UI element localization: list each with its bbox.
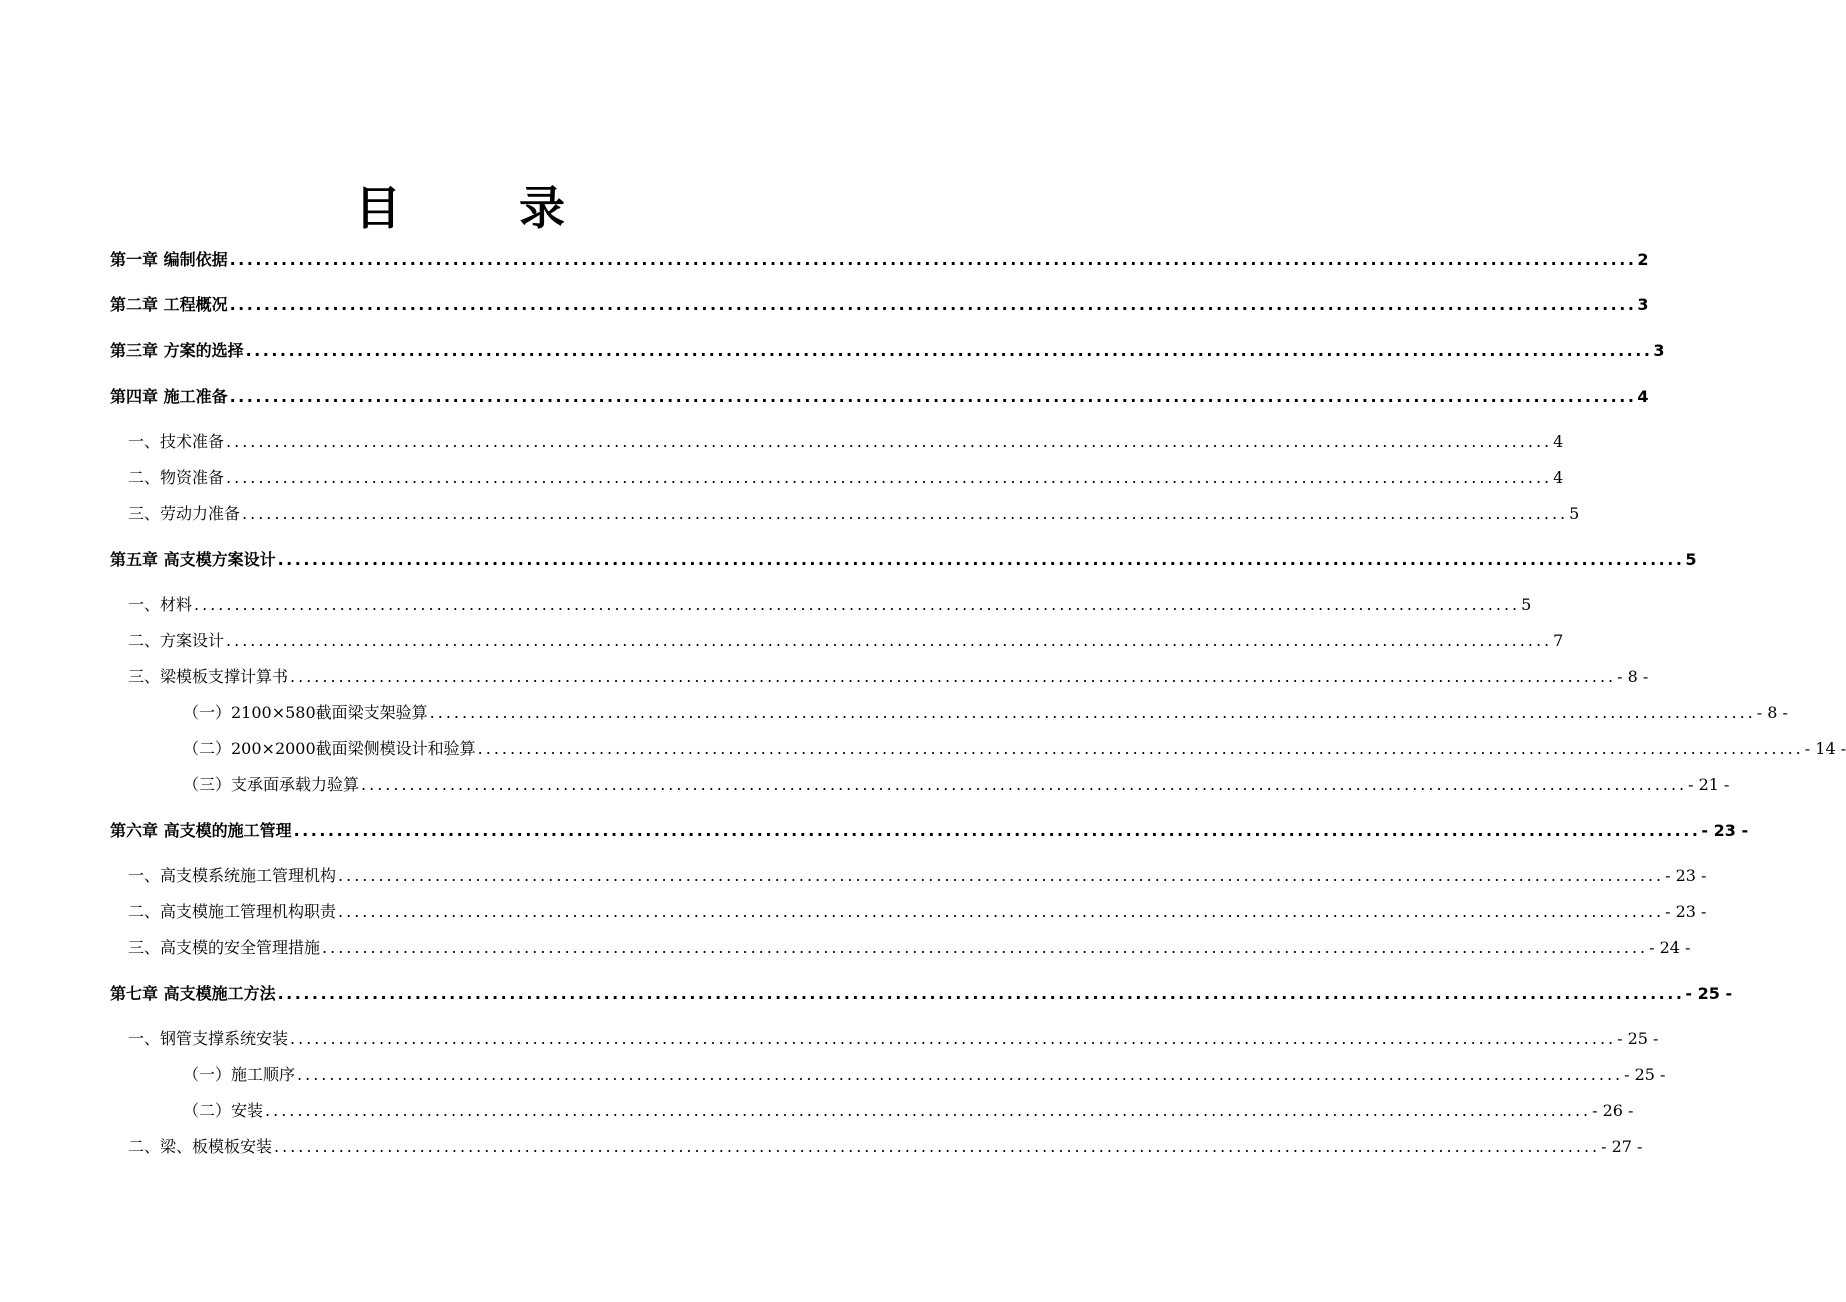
toc-entry-section[interactable] <box>128 1135 1643 1159</box>
toc-entry-page: - 25 - <box>1685 984 1733 1003</box>
toc-leader: .................................................................................................................................................................... <box>226 631 1553 650</box>
toc-entry-label: （三）支承面承载力验算 <box>183 775 360 794</box>
toc-leader: .................................................................................................................................................................... <box>290 667 1617 686</box>
toc-leader: .................................................................................................................................................................... <box>293 821 1701 840</box>
toc-title-left: 目 <box>355 181 401 235</box>
toc-leader: .................................................................................................................................................................... <box>361 775 1688 794</box>
toc-entry-chapter-2[interactable] <box>110 293 1649 317</box>
toc-leader: .................................................................................................................................................................... <box>429 703 1756 722</box>
toc-entry-subsection[interactable] <box>183 701 1788 725</box>
toc-leader: .................................................................................................................................................................... <box>322 938 1649 957</box>
toc-entry-label: 二、梁、板模板安装 <box>128 1137 273 1156</box>
toc-entry-label: （一）2100×580截面梁支架验算 <box>183 703 428 722</box>
toc-entry-page: - 14 - <box>1804 739 1846 758</box>
toc-entry-chapter-4[interactable] <box>110 385 1649 409</box>
toc-leader: .................................................................................................................................................................... <box>194 595 1521 614</box>
toc-leader: .................................................................................................................................................................... <box>226 468 1553 487</box>
toc-leader: .................................................................................................................................................................... <box>242 504 1569 523</box>
toc-entry-section[interactable] <box>128 864 1707 888</box>
toc-entry-label: （二）200×2000截面梁侧模设计和验算 <box>183 739 476 758</box>
toc-entry-label: 第四章 施工准备 <box>110 387 228 406</box>
toc-entry-label: 一、材料 <box>128 595 193 614</box>
toc-leader: .................................................................................................................................................................... <box>245 341 1653 360</box>
toc-entry-section[interactable] <box>128 466 1564 490</box>
toc-entry-section[interactable] <box>128 593 1532 617</box>
toc-entry-page: - 24 - <box>1649 938 1691 957</box>
toc-entry-page: - 25 - <box>1617 1029 1659 1048</box>
toc-entry-page: - 8 - <box>1756 703 1788 722</box>
toc-entry-label: （一）施工顺序 <box>183 1065 296 1084</box>
toc-entry-section[interactable] <box>128 502 1580 526</box>
toc-entry-label: 第一章 编制依据 <box>110 250 228 269</box>
toc-entry-section[interactable] <box>128 1027 1659 1051</box>
toc-entry-section[interactable] <box>128 430 1564 454</box>
toc-entry-chapter-7[interactable] <box>110 982 1733 1006</box>
toc-entry-page: - 23 - <box>1665 866 1707 885</box>
toc-entry-label: 二、方案设计 <box>128 631 225 650</box>
toc-leader: .................................................................................................................................................................... <box>277 550 1685 569</box>
toc-entry-subsection[interactable] <box>183 1063 1666 1087</box>
toc-leader: .................................................................................................................................................................... <box>297 1065 1624 1084</box>
toc-entry-label: 三、梁模板支撑计算书 <box>128 667 289 686</box>
toc-entry-label: 第七章 高支模施工方法 <box>110 984 276 1003</box>
toc-entry-label: 一、技术准备 <box>128 432 225 451</box>
toc-leader: .................................................................................................................................................................... <box>229 295 1637 314</box>
toc-entry-page: - 21 - <box>1688 775 1730 794</box>
toc-entry-page: - 23 - <box>1701 821 1749 840</box>
toc-leader: .................................................................................................................................................................... <box>290 1029 1617 1048</box>
toc-entry-page: - 23 - <box>1665 902 1707 921</box>
toc-leader: .................................................................................................................................................................... <box>338 902 1665 921</box>
toc-leader: .................................................................................................................................................................... <box>477 739 1804 758</box>
toc-title-right: 录 <box>519 181 565 235</box>
toc-entry-chapter-1[interactable] <box>110 248 1649 272</box>
toc-entry-chapter-6[interactable] <box>110 819 1749 843</box>
toc-entry-label: 一、钢管支撑系统安装 <box>128 1029 289 1048</box>
toc-entry-page: - 27 - <box>1601 1137 1643 1156</box>
toc-entry-page: 7 <box>1553 631 1564 650</box>
toc-leader: .................................................................................................................................................................... <box>265 1101 1592 1120</box>
toc-entry-page: - 8 - <box>1617 667 1649 686</box>
toc-entry-label: 三、高支模的安全管理措施 <box>128 938 321 957</box>
toc-leader: .................................................................................................................................................................... <box>338 866 1665 885</box>
toc-entry-subsection[interactable] <box>183 737 1846 761</box>
toc-entry-label: 一、高支模系统施工管理机构 <box>128 866 337 885</box>
toc-entry-page: 5 <box>1521 595 1532 614</box>
toc-entry-page: 3 <box>1653 341 1665 360</box>
toc-entry-section[interactable] <box>128 629 1564 653</box>
toc-entry-page: 4 <box>1637 387 1649 406</box>
toc-entry-label: 第三章 方案的选择 <box>110 341 244 360</box>
toc-entry-page: - 26 - <box>1592 1101 1634 1120</box>
toc-entry-page: 3 <box>1637 295 1649 314</box>
toc-entry-label: （二）安装 <box>183 1101 264 1120</box>
toc-entry-page: 2 <box>1637 250 1649 269</box>
toc-leader: .................................................................................................................................................................... <box>229 387 1637 406</box>
toc-entry-label: 第二章 工程概况 <box>110 295 228 314</box>
toc-leader: .................................................................................................................................................................... <box>229 250 1637 269</box>
toc-entry-page: 4 <box>1553 432 1564 451</box>
toc-entry-label: 第六章 高支模的施工管理 <box>110 821 292 840</box>
toc-leader: .................................................................................................................................................................... <box>226 432 1553 451</box>
toc-entry-chapter-5[interactable] <box>110 548 1697 572</box>
toc-entry-page: 5 <box>1685 550 1697 569</box>
toc-entry-section[interactable] <box>128 936 1691 960</box>
toc-entry-subsection[interactable] <box>183 1099 1634 1123</box>
toc-entry-page: 4 <box>1553 468 1564 487</box>
toc-entry-subsection[interactable] <box>183 773 1730 797</box>
toc-entry-page: - 25 - <box>1624 1065 1666 1084</box>
toc-entry-page: 5 <box>1569 504 1580 523</box>
toc-entry-label: 三、劳动力准备 <box>128 504 241 523</box>
toc-entry-label: 二、物资准备 <box>128 468 225 487</box>
toc-entry-label: 二、高支模施工管理机构职责 <box>128 902 337 921</box>
toc-entry-section[interactable] <box>128 665 1649 689</box>
toc-leader: .................................................................................................................................................................... <box>277 984 1685 1003</box>
toc-entry-chapter-3[interactable] <box>110 339 1665 363</box>
toc-entry-section[interactable] <box>128 900 1707 924</box>
toc-leader: .................................................................................................................................................................... <box>274 1137 1601 1156</box>
toc-entry-label: 第五章 高支模方案设计 <box>110 550 276 569</box>
